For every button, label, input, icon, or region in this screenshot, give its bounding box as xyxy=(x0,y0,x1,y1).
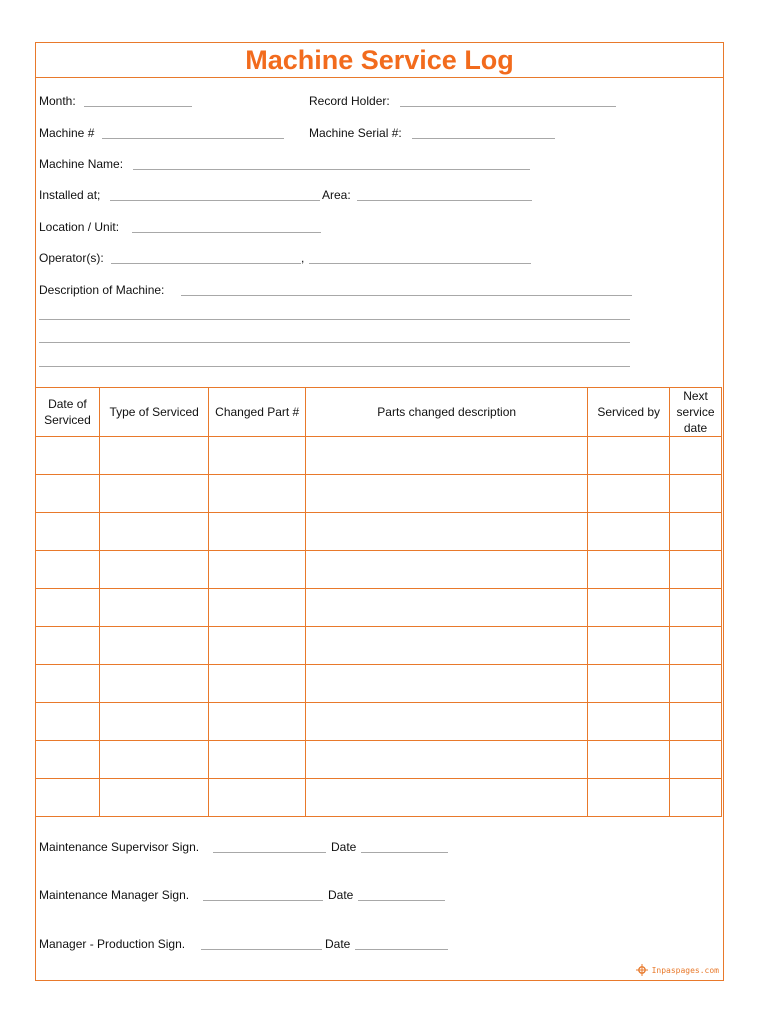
supervisor-sign-field[interactable] xyxy=(213,852,326,853)
table-cell[interactable] xyxy=(306,551,588,589)
table-cell[interactable] xyxy=(209,779,306,817)
record-holder-field[interactable] xyxy=(400,106,616,107)
table-cell[interactable] xyxy=(588,589,670,627)
supervisor-date-field[interactable] xyxy=(361,852,448,853)
table-cell[interactable] xyxy=(36,437,100,475)
col-type-serviced: Type of Serviced xyxy=(99,388,209,437)
area-label: Area: xyxy=(322,188,351,202)
operator-field-2[interactable] xyxy=(309,263,531,264)
table-cell[interactable] xyxy=(36,627,100,665)
table-cell[interactable] xyxy=(306,627,588,665)
table-cell[interactable] xyxy=(99,513,209,551)
machine-number-label: Machine # xyxy=(39,126,95,140)
operators-label: Operator(s): xyxy=(39,251,104,265)
description-label: Description of Machine: xyxy=(39,283,165,297)
table-row xyxy=(36,551,722,589)
manager-date-label: Date xyxy=(328,888,354,902)
table-row xyxy=(36,589,722,627)
col-date-serviced: Date of Serviced xyxy=(36,388,100,437)
brand-text: Inpaspages.com xyxy=(651,965,719,975)
table-cell[interactable] xyxy=(306,513,588,551)
supervisor-sign-label: Maintenance Supervisor Sign. xyxy=(39,840,200,854)
table-cell[interactable] xyxy=(209,513,306,551)
location-field[interactable] xyxy=(132,232,321,233)
machine-serial-label: Machine Serial #: xyxy=(309,126,402,140)
col-next-service-date: Next service date xyxy=(670,388,722,437)
table-cell[interactable] xyxy=(670,551,722,589)
table-cell[interactable] xyxy=(306,589,588,627)
table-cell[interactable] xyxy=(36,741,100,779)
table-cell[interactable] xyxy=(36,779,100,817)
table-cell[interactable] xyxy=(306,475,588,513)
description-line[interactable] xyxy=(39,342,630,343)
table-cell[interactable] xyxy=(209,741,306,779)
page-title: Machine Service Log xyxy=(36,43,723,78)
installed-at-field[interactable] xyxy=(110,200,320,201)
table-cell[interactable] xyxy=(588,703,670,741)
manager-date-field[interactable] xyxy=(358,900,445,901)
table-row xyxy=(36,665,722,703)
table-cell[interactable] xyxy=(588,627,670,665)
table-cell[interactable] xyxy=(670,589,722,627)
table-row xyxy=(36,513,722,551)
production-sign-field[interactable] xyxy=(201,949,322,950)
table-cell[interactable] xyxy=(670,437,722,475)
service-table xyxy=(35,387,722,817)
table-row xyxy=(36,627,722,665)
machine-name-field[interactable] xyxy=(133,169,530,170)
table-cell[interactable] xyxy=(670,703,722,741)
machine-serial-field[interactable] xyxy=(412,138,555,139)
production-date-label: Date xyxy=(325,937,351,951)
description-line[interactable] xyxy=(39,319,630,320)
table-cell[interactable] xyxy=(209,589,306,627)
table-cell[interactable] xyxy=(670,513,722,551)
table-cell[interactable] xyxy=(36,513,100,551)
table-cell[interactable] xyxy=(209,627,306,665)
table-cell[interactable] xyxy=(36,703,100,741)
supervisor-date-label: Date xyxy=(331,840,357,854)
table-cell[interactable] xyxy=(209,437,306,475)
table-cell[interactable] xyxy=(99,589,209,627)
table-cell[interactable] xyxy=(209,475,306,513)
month-field[interactable] xyxy=(84,106,192,107)
location-label: Location / Unit: xyxy=(39,220,120,234)
table-cell[interactable] xyxy=(588,665,670,703)
operators-separator: , xyxy=(301,251,305,265)
table-cell[interactable] xyxy=(306,703,588,741)
service-log-form xyxy=(35,42,724,981)
record-holder-label: Record Holder: xyxy=(309,94,390,108)
table-row xyxy=(36,741,722,779)
table-header-row xyxy=(36,388,722,437)
production-sign-label: Manager - Production Sign. xyxy=(39,937,186,951)
table-cell[interactable] xyxy=(99,703,209,741)
table-cell[interactable] xyxy=(99,741,209,779)
table-cell[interactable] xyxy=(99,551,209,589)
table-cell[interactable] xyxy=(99,437,209,475)
brand-watermark xyxy=(636,964,719,976)
table-cell[interactable] xyxy=(99,627,209,665)
installed-at-label: Installed at; xyxy=(39,188,101,202)
table-cell[interactable] xyxy=(588,475,670,513)
table-cell[interactable] xyxy=(99,475,209,513)
col-serviced-by: Serviced by xyxy=(588,388,670,437)
table-cell[interactable] xyxy=(99,665,209,703)
table-cell[interactable] xyxy=(209,703,306,741)
table-cell[interactable] xyxy=(588,779,670,817)
table-row xyxy=(36,779,722,817)
month-label: Month: xyxy=(39,94,76,108)
description-line[interactable] xyxy=(39,366,630,367)
operator-field-1[interactable] xyxy=(111,263,301,264)
machine-name-label: Machine Name: xyxy=(39,157,124,171)
col-parts-description: Parts changed description xyxy=(306,388,588,437)
table-cell[interactable] xyxy=(670,779,722,817)
machine-number-field[interactable] xyxy=(102,138,284,139)
table-cell[interactable] xyxy=(99,779,209,817)
table-cell[interactable] xyxy=(36,665,100,703)
table-cell[interactable] xyxy=(306,741,588,779)
table-cell[interactable] xyxy=(670,741,722,779)
table-row xyxy=(36,437,722,475)
table-cell[interactable] xyxy=(670,475,722,513)
crosshair-logo-icon xyxy=(636,964,648,976)
table-cell[interactable] xyxy=(36,551,100,589)
col-changed-part: Changed Part # xyxy=(209,388,306,437)
production-date-field[interactable] xyxy=(355,949,448,950)
table-cell[interactable] xyxy=(306,665,588,703)
table-cell[interactable] xyxy=(209,665,306,703)
description-field[interactable] xyxy=(181,295,632,296)
manager-sign-field[interactable] xyxy=(203,900,323,901)
table-cell[interactable] xyxy=(36,475,100,513)
area-field[interactable] xyxy=(357,200,532,201)
table-row xyxy=(36,703,722,741)
table-cell[interactable] xyxy=(209,551,306,589)
manager-sign-label: Maintenance Manager Sign. xyxy=(39,888,190,902)
table-cell[interactable] xyxy=(306,437,588,475)
table-cell[interactable] xyxy=(588,551,670,589)
table-cell[interactable] xyxy=(670,627,722,665)
table-cell[interactable] xyxy=(36,589,100,627)
table-cell[interactable] xyxy=(306,779,588,817)
table-cell[interactable] xyxy=(588,437,670,475)
table-cell[interactable] xyxy=(670,665,722,703)
table-cell[interactable] xyxy=(588,741,670,779)
table-cell[interactable] xyxy=(588,513,670,551)
table-row xyxy=(36,475,722,513)
